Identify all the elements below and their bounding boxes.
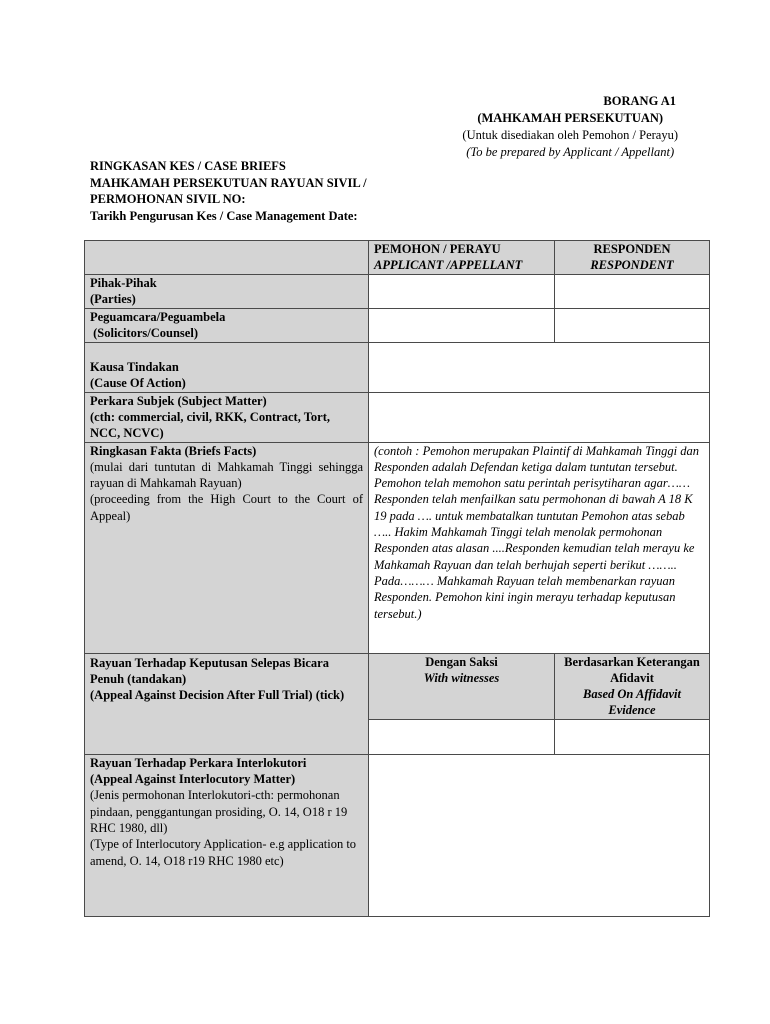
interlocutory-type-ms: (Jenis permohonan Interlokutori-cth: permohonan pindaan, penggantungan prosiding, O. 14, O18 r 19 RHC 1980, dll): [90, 788, 348, 835]
cause-row: [85, 342, 710, 392]
prepared-by-en: (To be prepared by Applicant / Appellant): [466, 145, 675, 159]
case-number-label: PERMOHONAN SIVIL NO:: [90, 192, 246, 206]
cause-label-ms: Kausa Tindakan: [90, 360, 179, 374]
interlocutory-label: [85, 754, 369, 916]
counsel-row: [85, 308, 710, 342]
parties-label-ms: Pihak-Pihak: [90, 275, 157, 290]
counsel-applicant-field[interactable]: [369, 308, 555, 342]
counsel-label-en: (Solicitors/Counsel): [90, 325, 198, 340]
prepared-by-ms: (Untuk disediakan oleh Pemohon / Perayu): [462, 128, 678, 142]
parties-applicant-field[interactable]: [369, 274, 555, 308]
affidavit-evidence-en: Based On Affidavit Evidence: [583, 687, 681, 718]
applicant-header-en: APPLICANT /APPELLANT: [374, 258, 523, 273]
counsel-respondent-field[interactable]: [555, 308, 710, 342]
appeal-type: MAHKAMAH PERSEKUTUAN RAYUAN SIVIL /: [90, 175, 367, 190]
blank-header-cell: [85, 241, 369, 275]
parties-respondent-field[interactable]: [555, 274, 710, 308]
counsel-label-ms: Peguamcara/Peguambela: [90, 309, 226, 324]
respondent-header-ms: RESPONDEN: [593, 242, 671, 256]
with-witnesses-en: With witnesses: [423, 670, 500, 685]
facts-label-en: (proceeding from the High Court to the Court of Appeal): [90, 492, 363, 523]
affidavit-evidence-tick[interactable]: [555, 719, 710, 754]
brief-facts-example: (contoh : Pemohon merupakan Plaintif di Mahkamah Tinggi dan Responden adalah Defendan ketiga dalam tuntutan tersebut. Pemohon telah memohon satu perintah perisytiharan agar…… Responden telah menfailkan satu permohonan di bawah A 18 K 19 pada …. untuk membatalkan tuntutan Pemohon atas sebab ….. Hakim Mahkamah Tinggi telah menolak permohonan Responden atas alasan ....Responden kemudian telah merayu ke Mahkamah Rayuan dan telah berhujah seperti berikut …….. Pada……… Mahkamah Rayuan telah membenarkan rayuan Responden. Pemohon kini ingin merayu terhadap keputusan tersebut.): [374, 443, 699, 621]
respondent-header: [555, 241, 710, 275]
with-witnesses-tick[interactable]: [369, 719, 555, 754]
subject-label: [85, 392, 369, 442]
full-trial-label: [85, 653, 369, 754]
applicant-header: [369, 241, 555, 275]
affidavit-evidence-header: [555, 653, 710, 719]
respondent-header-en: RESPONDENT: [590, 258, 674, 273]
facts-row: [85, 442, 710, 653]
applicant-header-ms: PEMOHON / PERAYU: [374, 242, 501, 256]
subject-label-en: (cth: commercial, civil, RKK, Contract, Tort, NCC, NCVC): [90, 409, 330, 441]
subject-matter-field[interactable]: [369, 392, 710, 442]
subject-label-ms: Perkara Subjek (Subject Matter): [90, 393, 267, 408]
facts-label: [85, 442, 369, 653]
parties-label-en: (Parties): [90, 291, 136, 306]
subject-row: [85, 392, 710, 442]
parties-row: [85, 274, 710, 308]
counsel-label: [85, 308, 369, 342]
full-trial-row: [85, 653, 710, 719]
cause-label: [85, 342, 369, 392]
table-header-row: [85, 241, 710, 275]
interlocutory-label-en: (Appeal Against Interlocutory Matter): [90, 772, 296, 787]
interlocutory-label-ms: Rayuan Terhadap Perkara Interlokutori: [90, 755, 307, 770]
interlocutory-row: [85, 754, 710, 916]
form-court: (MAHKAMAH PERSEKUTUAN): [477, 111, 664, 125]
cause-label-en: (Cause Of Action): [90, 376, 186, 391]
case-brief-table: [84, 240, 710, 917]
case-header: [90, 158, 367, 224]
interlocutory-type-en: (Type of Interlocutory Application- e.g application to amend, O. 14, O18 r19 RHC 1980 etc): [90, 837, 357, 868]
full-trial-label-en: (Appeal Against Decision After Full Trial) (tick): [90, 688, 345, 703]
parties-label: [85, 274, 369, 308]
facts-label-title: Ringkasan Fakta (Briefs Facts): [90, 443, 257, 458]
cause-of-action-field[interactable]: [369, 342, 710, 392]
full-trial-label-ms: Rayuan Terhadap Keputusan Selepas Bicara Penuh (tandakan): [90, 655, 329, 686]
with-witnesses-header: [369, 653, 555, 719]
affidavit-evidence-ms: Berdasarkan Keterangan Afidavit: [564, 654, 700, 685]
interlocutory-field[interactable]: [369, 754, 710, 916]
case-management-date-label: Tarikh Pengurusan Kes / Case Management Date:: [90, 208, 358, 223]
case-briefs-title: RINGKASAN KES / CASE BRIEFS: [90, 159, 286, 173]
form-title: BORANG A1: [603, 94, 676, 108]
with-witnesses-ms: Dengan Saksi: [425, 654, 498, 669]
brief-facts-field[interactable]: [369, 442, 710, 653]
form-header: [462, 93, 678, 161]
facts-label-ms: (mulai dari tuntutan di Mahkamah Tinggi sehingga rayuan di Mahkamah Rayuan): [90, 459, 363, 491]
